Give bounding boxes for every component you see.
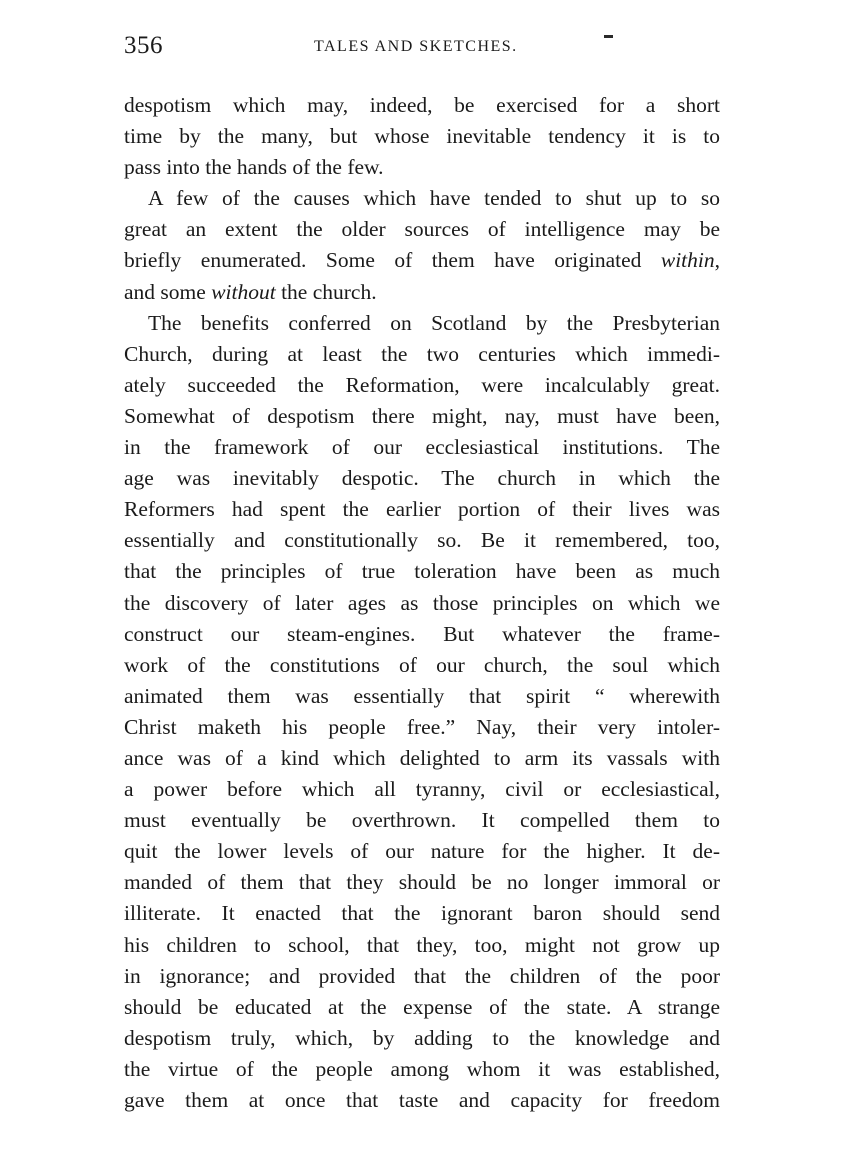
text-line: A few of the causes which have tended to shut up to so [148, 186, 720, 211]
text-line: should be educated at the expense of the state. A strange [124, 994, 720, 1019]
text-line: despotism which may, indeed, be exercised for a short [124, 93, 720, 117]
text-line: the virtue of the people among whom it was established, [124, 1056, 720, 1081]
italic-word: without [211, 279, 276, 304]
text-line: great an extent the older sources of intelligence may be [124, 217, 720, 242]
text-line: construct our steam-engines. But whatever the frame- [124, 621, 720, 646]
text-line: Somewhat of despotism there might, nay, must have been, [124, 403, 720, 428]
text-line: ately succeeded the Reformation, were incalculably great. [124, 372, 720, 397]
page-number: 356 [124, 32, 163, 59]
text-line: his children to school, that they, too, might not grow up [124, 932, 720, 957]
text-line: gave them at once that taste and capacity for freedom [124, 1088, 720, 1112]
text-line: quit the lower levels of our nature for the higher. It de- [124, 839, 720, 864]
text-line: illiterate. It enacted that the ignorant baron should send [124, 901, 720, 926]
text-line: that the principles of true toleration have been as much [124, 559, 720, 584]
book-page [124, 26, 720, 1116]
text-line: age was inevitably despotic. The church in which the [124, 466, 720, 491]
text-line: manded of them that they should be no longer immoral or [124, 870, 720, 895]
page-header [124, 26, 720, 66]
text-line: work of the constitutions of our church, the soul which [124, 652, 720, 677]
body-text [124, 90, 720, 1116]
text-line: Reformers had spent the earlier portion of their lives was [124, 497, 720, 522]
text-run: and some [124, 279, 212, 304]
text-line: The benefits conferred on Scotland by the Presbyterian [148, 310, 720, 335]
text-line: a power before which all tyranny, civil or ecclesiastical, [124, 777, 720, 802]
text-line: time by the many, but whose inevitable tendency it is to [124, 124, 720, 149]
text-line [124, 245, 720, 276]
text-line: must eventually be overthrown. It compelled them to [124, 808, 720, 833]
text-line: in ignorance; and provided that the children of the poor [124, 963, 720, 988]
text-line: in the framework of our ecclesiastical institutions. The [124, 435, 720, 460]
text-line: ance was of a kind which delighted to arm its vassals with [124, 745, 720, 770]
text-line: the discovery of later ages as those principles on which we [124, 590, 720, 615]
italic-word: within [660, 248, 715, 273]
text-line: Church, during at least the two centuries which immedi- [124, 341, 720, 366]
printer-mark [604, 35, 613, 38]
text-line: despotism truly, which, by adding to the knowledge and [124, 1025, 720, 1050]
text-run: the church. [275, 279, 377, 304]
text-line: essentially and constitutionally so. Be it remembered, too, [124, 528, 720, 553]
text-line: pass into the hands of the few. [124, 155, 384, 180]
text-line: Christ maketh his people free.” Nay, their very intoler- [124, 714, 720, 739]
text-line: animated them was essentially that spirit “ wherewith [124, 683, 720, 708]
running-title: TALES AND SKETCHES. [314, 38, 518, 55]
text-run: briefly enumerated. Some of them have originated [124, 248, 661, 273]
text-run: , [714, 248, 720, 273]
text-line [124, 277, 720, 308]
